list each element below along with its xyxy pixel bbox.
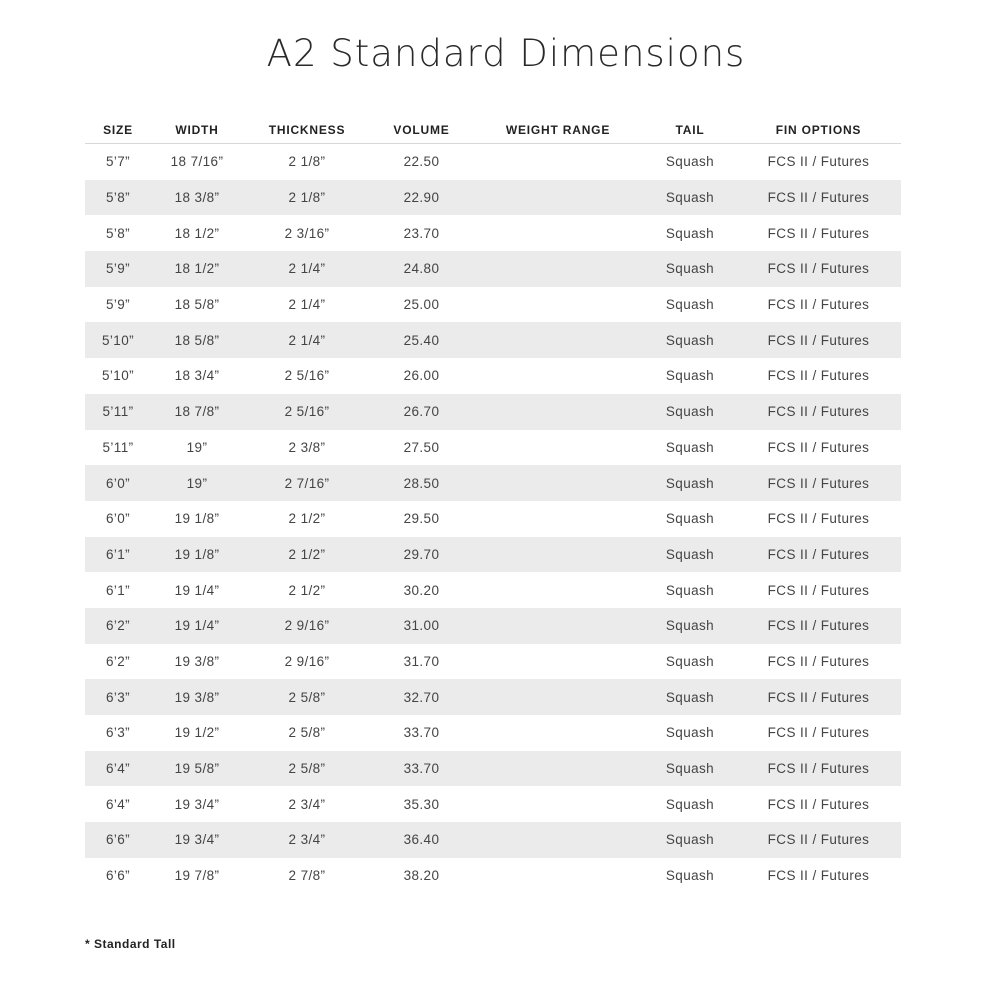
table-row (85, 644, 901, 680)
cell-fin-options: FCS II / Futures (736, 822, 901, 858)
table-row (85, 394, 901, 430)
table-row (85, 287, 901, 323)
cell-size: 5’9” (85, 251, 151, 287)
cell-size: 5’8” (105, 225, 131, 241)
cell-tail: Squash (644, 322, 736, 358)
cell-volume: 36.40 (371, 822, 472, 858)
table-row (85, 180, 901, 216)
cell-width: 18 5/8” (151, 322, 243, 358)
table-row (85, 715, 901, 751)
cell-tail: Squash (665, 368, 715, 384)
cell-weight-range (472, 322, 644, 358)
page-title: A2 Standard Dimensions (266, 32, 746, 75)
cell-fin-options: FCS II / Futures (736, 537, 901, 573)
cell-fin-options: FCS II / Futures (767, 868, 870, 884)
cell-thickness: 2 1/2” (243, 537, 371, 573)
cell-size: 5’9” (105, 297, 131, 313)
cell-size: 5’10” (85, 322, 151, 358)
cell-volume: 24.80 (371, 251, 472, 287)
cell-thickness: 2 9/16” (243, 608, 371, 644)
cell-fin-options: FCS II / Futures (767, 368, 870, 384)
column-header-weight-range: WEIGHT RANGE (472, 116, 644, 144)
cell-volume: 25.40 (371, 322, 472, 358)
table-row (85, 465, 901, 501)
table-row (85, 751, 901, 787)
cell-thickness: 2 3/4” (288, 796, 326, 812)
cell-width: 19 3/4” (174, 796, 220, 812)
cell-fin-options: FCS II / Futures (736, 608, 901, 644)
cell-fin-options: FCS II / Futures (736, 751, 901, 787)
cell-tail: Squash (665, 225, 715, 241)
cell-size: 5’11” (102, 439, 134, 455)
cell-width: 18 1/2” (174, 225, 220, 241)
cell-fin-options: FCS II / Futures (767, 796, 870, 812)
cell-thickness: 2 1/4” (243, 251, 371, 287)
table-row (85, 786, 901, 822)
cell-width: 19” (151, 465, 243, 501)
cell-size: 6’4” (85, 751, 151, 787)
cell-fin-options: FCS II / Futures (736, 322, 901, 358)
cell-tail: Squash (644, 608, 736, 644)
cell-volume: 33.70 (371, 751, 472, 787)
cell-fin-options: FCS II / Futures (767, 297, 870, 313)
cell-fin-options: FCS II / Futures (767, 511, 870, 527)
cell-weight-range (472, 180, 644, 216)
column-header-width: WIDTH (151, 116, 243, 144)
cell-size: 5’10” (101, 368, 135, 384)
cell-size: 5’11” (85, 394, 151, 430)
cell-weight-range (472, 715, 644, 751)
cell-thickness: 2 1/4” (243, 322, 371, 358)
footnote: * Standard Tall (85, 937, 176, 951)
cell-width: 19 7/8” (174, 868, 220, 884)
cell-tail: Squash (644, 465, 736, 501)
cell-volume: 35.30 (403, 796, 440, 812)
cell-weight-range (472, 394, 644, 430)
cell-width: 18 3/4” (174, 368, 220, 384)
cell-width: 19 3/8” (174, 653, 220, 669)
cell-tail: Squash (665, 511, 715, 527)
cell-tail: Squash (644, 394, 736, 430)
cell-volume: 30.20 (403, 582, 440, 598)
column-header-thickness: THICKNESS (243, 116, 371, 144)
cell-width: 18 3/8” (151, 180, 243, 216)
cell-tail: Squash (665, 653, 715, 669)
cell-fin-options: FCS II / Futures (767, 225, 870, 241)
table-row (85, 822, 901, 858)
cell-thickness: 2 1/4” (288, 297, 326, 313)
table-row (85, 501, 901, 537)
column-header-volume: VOLUME (371, 116, 472, 144)
cell-weight-range (472, 287, 644, 323)
cell-weight-range (472, 572, 644, 608)
cell-size: 6’6” (85, 822, 151, 858)
cell-tail: Squash (665, 297, 715, 313)
cell-fin-options: FCS II / Futures (767, 154, 870, 170)
cell-size: 5’7” (105, 154, 131, 170)
cell-tail: Squash (665, 439, 715, 455)
cell-weight-range (472, 644, 644, 680)
table-row (85, 144, 901, 180)
cell-thickness: 2 1/2” (288, 582, 326, 598)
cell-weight-range (472, 786, 644, 822)
cell-width: 19 1/4” (174, 582, 220, 598)
column-header-fin-options: FIN OPTIONS (736, 116, 901, 144)
table-row (85, 572, 901, 608)
cell-weight-range (472, 465, 644, 501)
cell-fin-options: FCS II / Futures (767, 653, 870, 669)
cell-weight-range (472, 501, 644, 537)
cell-tail: Squash (644, 822, 736, 858)
cell-volume: 26.00 (403, 368, 440, 384)
table-row (85, 251, 901, 287)
dimensions-table (85, 116, 901, 893)
cell-width: 18 7/16” (170, 154, 224, 170)
table-row (85, 215, 901, 251)
cell-volume: 22.90 (371, 180, 472, 216)
table-header-row (85, 116, 901, 144)
cell-thickness: 2 1/8” (288, 154, 326, 170)
cell-size: 6’2” (85, 608, 151, 644)
cell-weight-range (472, 608, 644, 644)
cell-volume: 29.70 (371, 537, 472, 573)
column-header-size: SIZE (85, 116, 151, 144)
column-header-tail: TAIL (644, 116, 736, 144)
cell-volume: 31.00 (371, 608, 472, 644)
cell-size: 5’8” (85, 180, 151, 216)
cell-thickness: 2 5/8” (243, 679, 371, 715)
cell-volume: 32.70 (371, 679, 472, 715)
cell-tail: Squash (665, 582, 715, 598)
cell-thickness: 2 1/2” (288, 511, 326, 527)
cell-volume: 33.70 (403, 725, 440, 741)
table-row (85, 358, 901, 394)
cell-size: 6’3” (85, 679, 151, 715)
cell-weight-range (472, 537, 644, 573)
cell-tail: Squash (644, 251, 736, 287)
cell-volume: 38.20 (403, 868, 440, 884)
cell-thickness: 2 3/16” (284, 225, 330, 241)
cell-volume: 28.50 (371, 465, 472, 501)
cell-volume: 27.50 (403, 439, 440, 455)
cell-fin-options: FCS II / Futures (736, 180, 901, 216)
cell-weight-range (472, 822, 644, 858)
cell-width: 19 1/2” (174, 725, 220, 741)
cell-width: 19 1/8” (151, 537, 243, 573)
cell-weight-range (472, 751, 644, 787)
cell-width: 19 1/8” (174, 511, 220, 527)
cell-width: 18 1/2” (151, 251, 243, 287)
cell-fin-options: FCS II / Futures (767, 439, 870, 455)
cell-thickness: 2 5/16” (284, 368, 330, 384)
cell-tail: Squash (644, 537, 736, 573)
table-row (85, 858, 901, 894)
cell-thickness: 2 1/8” (243, 180, 371, 216)
cell-size: 6’0” (85, 465, 151, 501)
cell-volume: 26.70 (371, 394, 472, 430)
cell-width: 19” (186, 439, 208, 455)
cell-size: 6’1” (105, 582, 131, 598)
cell-tail: Squash (644, 679, 736, 715)
cell-fin-options: FCS II / Futures (736, 465, 901, 501)
cell-tail: Squash (644, 180, 736, 216)
cell-width: 19 1/4” (151, 608, 243, 644)
table-body (85, 144, 901, 894)
cell-width: 18 7/8” (151, 394, 243, 430)
cell-thickness: 2 5/8” (288, 725, 326, 741)
cell-volume: 22.50 (403, 154, 440, 170)
cell-size: 6’4” (105, 796, 131, 812)
cell-weight-range (472, 858, 644, 894)
cell-volume: 25.00 (403, 297, 440, 313)
cell-tail: Squash (665, 796, 715, 812)
cell-tail: Squash (665, 725, 715, 741)
cell-weight-range (472, 144, 644, 180)
table-row (85, 322, 901, 358)
cell-fin-options: FCS II / Futures (736, 251, 901, 287)
cell-thickness: 2 5/8” (243, 751, 371, 787)
cell-size: 6’1” (85, 537, 151, 573)
cell-volume: 31.70 (403, 653, 440, 669)
cell-thickness: 2 3/4” (243, 822, 371, 858)
cell-weight-range (472, 215, 644, 251)
cell-weight-range (472, 679, 644, 715)
cell-width: 18 5/8” (174, 297, 220, 313)
table-row (85, 430, 901, 466)
cell-fin-options: FCS II / Futures (736, 679, 901, 715)
table-row (85, 537, 901, 573)
cell-thickness: 2 7/16” (243, 465, 371, 501)
cell-volume: 23.70 (403, 225, 440, 241)
table-row (85, 608, 901, 644)
cell-thickness: 2 3/8” (288, 439, 326, 455)
cell-thickness: 2 9/16” (284, 653, 330, 669)
cell-fin-options: FCS II / Futures (736, 394, 901, 430)
cell-size: 6’0” (105, 511, 131, 527)
cell-fin-options: FCS II / Futures (767, 582, 870, 598)
cell-width: 19 3/8” (151, 679, 243, 715)
cell-width: 19 5/8” (151, 751, 243, 787)
cell-fin-options: FCS II / Futures (767, 725, 870, 741)
cell-weight-range (472, 358, 644, 394)
cell-size: 6’3” (105, 725, 131, 741)
cell-thickness: 2 5/16” (243, 394, 371, 430)
cell-size: 6’6” (105, 868, 131, 884)
cell-weight-range (472, 251, 644, 287)
cell-tail: Squash (644, 751, 736, 787)
cell-thickness: 2 7/8” (288, 868, 326, 884)
cell-width: 19 3/4” (151, 822, 243, 858)
cell-size: 6’2” (105, 653, 131, 669)
cell-tail: Squash (665, 154, 715, 170)
cell-volume: 29.50 (403, 511, 440, 527)
table-row (85, 679, 901, 715)
cell-tail: Squash (665, 868, 715, 884)
cell-weight-range (472, 430, 644, 466)
